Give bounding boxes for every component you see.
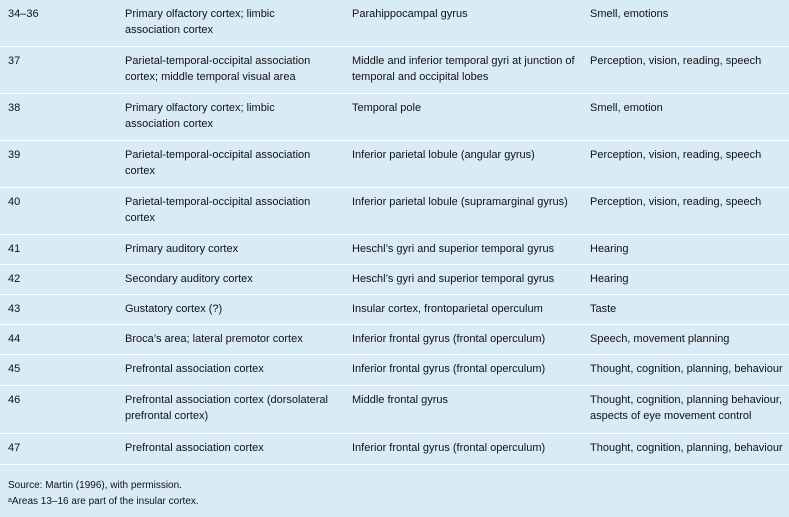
- location-cell: Insular cortex, frontoparietal operculum: [352, 303, 543, 315]
- table-row: [0, 188, 789, 235]
- location-cell: Heschl’s gyri and superior temporal gyrus: [352, 273, 555, 285]
- region-cell: Primary olfactory cortex; limbic association cortex: [125, 8, 275, 36]
- area-cell: 44: [8, 333, 21, 345]
- area-cell: 43: [8, 303, 21, 315]
- table-row: [0, 141, 789, 188]
- area-cell: 34–36: [8, 8, 39, 20]
- region-cell: Parietal-temporal-occipital association cortex: [125, 149, 311, 177]
- table-row: [0, 235, 789, 265]
- footnote: [8, 494, 768, 510]
- function-cell: Thought, cognition, planning, behaviour: [590, 442, 783, 454]
- function-cell: Smell, emotions: [590, 8, 669, 20]
- area-cell: 46: [8, 394, 21, 406]
- table-row: [0, 434, 789, 465]
- area-cell: 37: [8, 55, 21, 67]
- table-row: [0, 386, 789, 434]
- location-cell: Heschl’s gyri and superior temporal gyrus: [352, 243, 555, 255]
- location-cell: Parahippocampal gyrus: [352, 8, 468, 20]
- table-row: [0, 265, 789, 295]
- region-cell: Parietal-temporal-occipital association cortex: [125, 196, 311, 224]
- area-cell: 42: [8, 273, 21, 285]
- location-cell: Inferior frontal gyrus (frontal operculum): [352, 333, 546, 345]
- function-cell: Perception, vision, reading, speech: [590, 55, 762, 67]
- area-cell: 47: [8, 442, 21, 454]
- region-cell: Parietal-temporal-occipital association cortex; middle temporal visual area: [125, 55, 311, 83]
- region-cell: Prefrontal association cortex: [125, 363, 264, 375]
- area-cell: 40: [8, 196, 21, 208]
- region-cell: Gustatory cortex (?): [125, 303, 223, 315]
- region-cell: Broca’s area; lateral premotor cortex: [125, 333, 303, 345]
- footnote-text: Areas 13–16 are part of the insular cortex.: [11, 496, 199, 507]
- region-cell: Prefrontal association cortex (dorsolateral prefrontal cortex): [125, 394, 328, 422]
- location-cell: Temporal pole: [352, 102, 422, 114]
- function-cell: Hearing: [590, 273, 629, 285]
- source-note: Source: Martin (1996), with permission.: [8, 480, 182, 491]
- table-row: [0, 355, 789, 386]
- function-cell: Hearing: [590, 243, 629, 255]
- area-cell: 38: [8, 102, 21, 114]
- function-cell: Perception, vision, reading, speech: [590, 196, 762, 208]
- function-cell: Thought, cognition, planning behaviour, aspects of eye movement control: [590, 394, 783, 422]
- area-cell: 45: [8, 363, 21, 375]
- function-cell: Thought, cognition, planning, behaviour: [590, 363, 783, 375]
- location-cell: Inferior parietal lobule (supramarginal gyrus): [352, 196, 568, 208]
- location-cell: Middle frontal gyrus: [352, 394, 448, 406]
- location-cell: Inferior frontal gyrus (frontal operculum): [352, 442, 546, 454]
- region-cell: Primary olfactory cortex; limbic association cortex: [125, 102, 275, 130]
- area-cell: 41: [8, 243, 21, 255]
- table-footer: [8, 478, 768, 510]
- function-cell: Taste: [590, 303, 617, 315]
- function-cell: Smell, emotion: [590, 102, 663, 114]
- table-row: [0, 94, 789, 141]
- region-cell: Prefrontal association cortex: [125, 442, 264, 454]
- area-cell: 39: [8, 149, 21, 161]
- footnote-marker: a: [8, 497, 12, 504]
- region-cell: Primary auditory cortex: [125, 243, 239, 255]
- table-row: [0, 325, 789, 355]
- location-cell: Inferior frontal gyrus (frontal operculum): [352, 363, 546, 375]
- location-cell: Middle and inferior temporal gyri at junction of temporal and occipital lobes: [352, 55, 575, 83]
- table-row: [0, 0, 789, 47]
- table-row: [0, 47, 789, 94]
- location-cell: Inferior parietal lobule (angular gyrus): [352, 149, 535, 161]
- table-row: [0, 295, 789, 325]
- function-cell: Speech, movement planning: [590, 333, 730, 345]
- function-cell: Perception, vision, reading, speech: [590, 149, 762, 161]
- region-cell: Secondary auditory cortex: [125, 273, 253, 285]
